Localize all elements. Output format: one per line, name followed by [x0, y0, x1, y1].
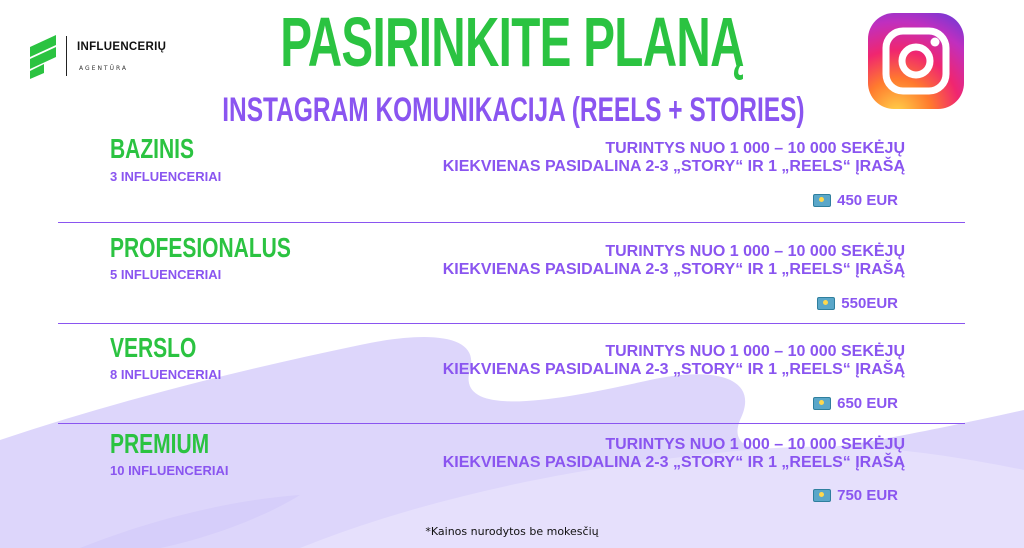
plan-description: [443, 140, 905, 176]
plan-influencer-count: 10 INFLUENCERIAI: [110, 463, 229, 478]
plan-name: BAZINIS: [110, 133, 194, 164]
plan-influencer-count: 3 INFLUENCERIAI: [110, 169, 222, 184]
money-bill-icon: [813, 397, 831, 410]
plan-name: PREMIUM: [110, 428, 210, 459]
plan-posts-line: KIEKVIENAS PASIDALINA 2-3 „STORY“ IR 1 „REELS“ ĮRAŠĄ: [442, 158, 905, 175]
plan-description: [443, 243, 905, 279]
page-title: PASIRINKITE PLANĄ: [280, 3, 744, 81]
plan-followers-line: TURINTYS NUO 1 000 – 10 000 SEKĖJŲ: [605, 436, 905, 453]
plan-influencer-count: 8 INFLUENCERIAI: [110, 367, 222, 382]
plan-posts-line: KIEKVIENAS PASIDALINA 2-3 „STORY“ IR 1 „REELS“ ĮRAŠĄ: [442, 361, 905, 378]
brand-subtitle: AGENTŪRA: [79, 64, 129, 72]
plan-name: VERSLO: [110, 332, 197, 363]
plan-followers-line: TURINTYS NUO 1 000 – 10 000 SEKĖJŲ: [605, 243, 905, 260]
plan-influencer-count: 5 INFLUENCERIAI: [110, 267, 222, 282]
plan-price-value: 750 EUR: [837, 487, 898, 504]
plan-divider: [58, 222, 965, 223]
plan-price-value: 550EUR: [841, 295, 898, 312]
money-bill-icon: [817, 297, 835, 310]
plan-followers-line: TURINTYS NUO 1 000 – 10 000 SEKĖJŲ: [605, 140, 905, 157]
plan-posts-line: KIEKVIENAS PASIDALINA 2-3 „STORY“ IR 1 „REELS“ ĮRAŠĄ: [442, 454, 905, 471]
plan-description: [443, 436, 905, 472]
plan-price: [813, 487, 898, 504]
plan-followers-line: TURINTYS NUO 1 000 – 10 000 SEKĖJŲ: [605, 343, 905, 360]
plan-divider: [58, 323, 965, 324]
plan-price: [817, 295, 898, 312]
logo-divider: [66, 36, 67, 76]
brand-name: INFLUENCERIŲ: [77, 40, 167, 53]
agency-logo-icon: [26, 33, 60, 79]
instagram-icon[interactable]: [866, 11, 966, 111]
money-bill-icon: [813, 194, 831, 207]
money-bill-icon: [813, 489, 831, 502]
plan-divider: [58, 423, 965, 424]
plan-price: [813, 395, 898, 412]
plan-posts-line: KIEKVIENAS PASIDALINA 2-3 „STORY“ IR 1 „REELS“ ĮRAŠĄ: [442, 261, 905, 278]
tax-footnote: *Kainos nurodytos be mokesčių: [425, 525, 599, 538]
plan-price-value: 450 EUR: [837, 192, 898, 209]
plan-price: [813, 192, 898, 209]
plan-price-value: 650 EUR: [837, 395, 898, 412]
plan-description: [443, 343, 905, 379]
brand-text: [77, 41, 166, 72]
brand-logo[interactable]: [26, 33, 166, 79]
plan-name: PROFESIONALUS: [110, 232, 291, 263]
page-subtitle: INSTAGRAM KOMUNIKACIJA (REELS + STORIES): [222, 91, 805, 129]
